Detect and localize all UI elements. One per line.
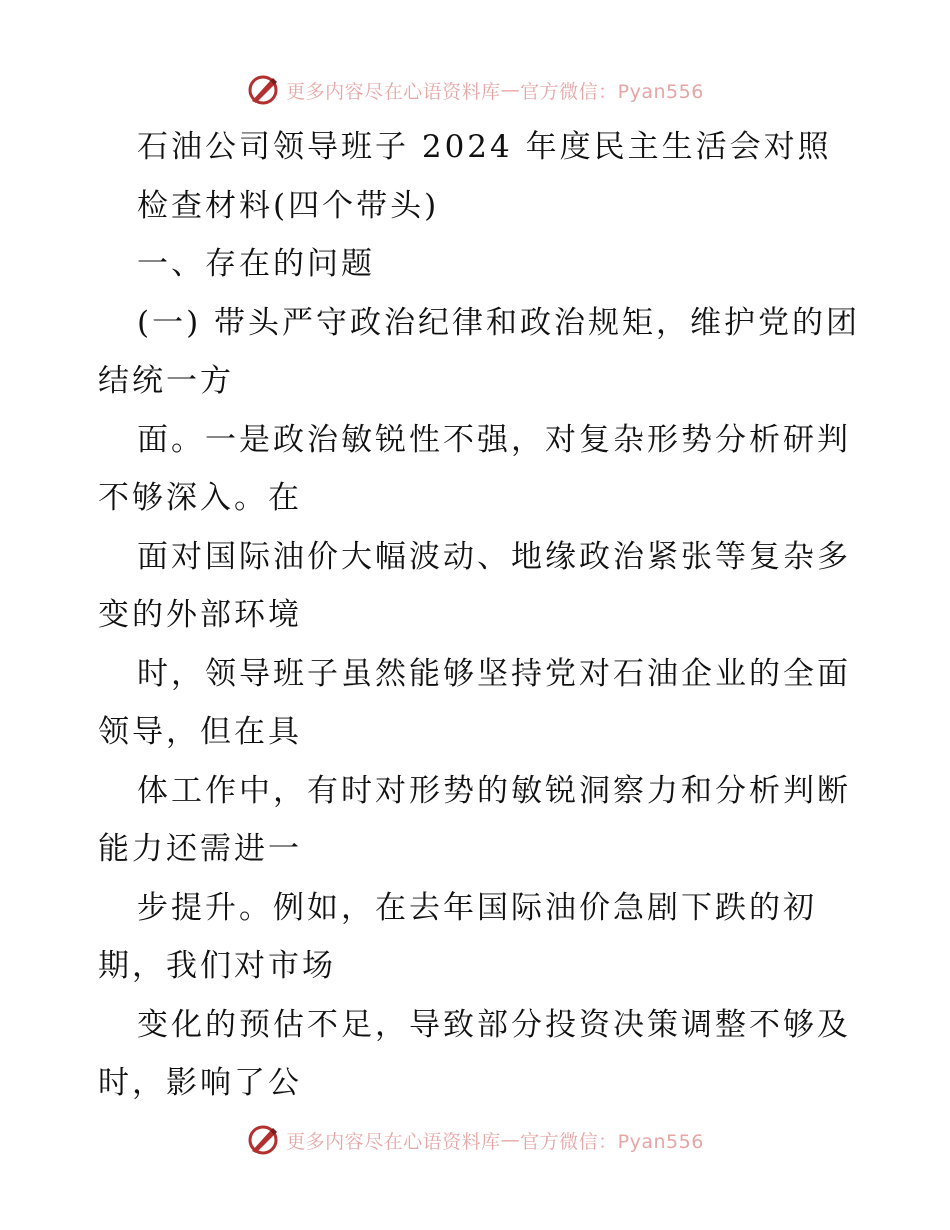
document-body <box>98 118 861 1113</box>
doc-line: 步提升。例如，在去年国际油价急剧下跌的初 <box>137 889 817 926</box>
doc-line: 检查材料(四个带头) <box>137 187 440 224</box>
watermark-header <box>0 72 950 108</box>
doc-line: 结统一方 <box>98 363 234 399</box>
doc-line: 能力还需进一 <box>98 831 302 867</box>
doc-line: 不够深入。在 <box>98 480 302 516</box>
doc-line: 时，影响了公 <box>98 1065 302 1101</box>
watermark-text: 更多内容尽在心语资料库 <box>286 1130 501 1153</box>
watermark-contact: 官方微信：Pyan556 <box>520 1130 704 1153</box>
watermark-footer <box>0 1122 950 1158</box>
doc-line: 体工作中，有时对形势的敏锐洞察力和分析判断 <box>137 772 851 809</box>
watermark-contact: 官方微信：Pyan556 <box>520 80 704 103</box>
pen-logo-icon <box>246 73 280 107</box>
watermark-text: 更多内容尽在心语资料库 <box>286 80 501 103</box>
doc-line: 石油公司领导班子 2024 年度民主生活会对照 <box>137 129 832 165</box>
doc-line: 面。一是政治敏锐性不强，对复杂形势分析研判 <box>137 421 851 458</box>
doc-line: 领导，但在具 <box>98 714 302 750</box>
watermark-separator: — <box>500 1129 521 1151</box>
doc-line: 变的外部环境 <box>98 597 302 633</box>
doc-line: 面对国际油价大幅波动、地缘政治紧张等复杂多 <box>137 538 851 575</box>
doc-line: 一、存在的问题 <box>137 246 375 282</box>
doc-line: 期，我们对市场 <box>98 948 336 984</box>
doc-line: 时，领导班子虽然能够坚持党对石油企业的全面 <box>137 655 851 692</box>
doc-line: (一) 带头严守政治纪律和政治规矩，维护党的团 <box>137 304 861 341</box>
watermark-separator: — <box>500 79 521 101</box>
pen-logo-icon <box>246 1123 280 1157</box>
doc-line: 变化的预估不足，导致部分投资决策调整不够及 <box>137 1006 851 1043</box>
